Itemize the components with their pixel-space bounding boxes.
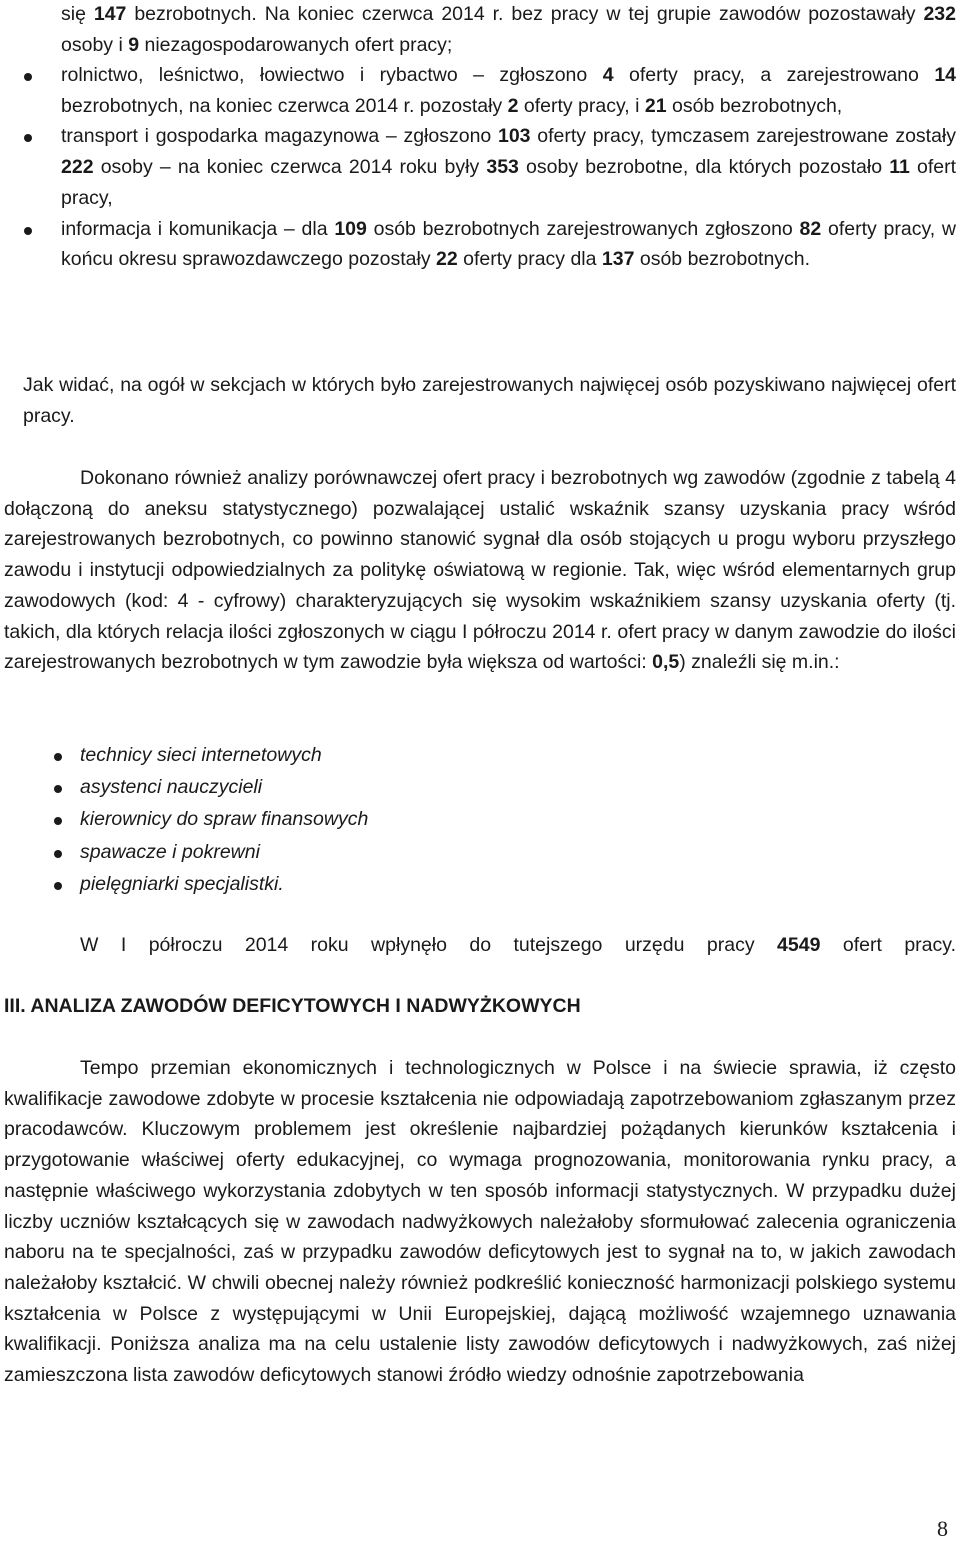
continuation-paragraph <box>61 0 956 60</box>
section-body-paragraph: Tempo przemian ekonomicznych i technologicznych w Polsce i na świecie sprawia, iż często kwalifikacje zawodowe zdobyte w procesie kształcenia nie odpowiadają zapotrzebowaniom zgłaszanym przez pracodawców. Kluczowym problemem jest określenie najbardziej pożądanych kierunków kształcenia i przygotowanie właściwej oferty edukacyjnej, co wymaga prognozowania, monitorowania rynku pracy, a następnie właściwego wykorzystania zdobytych w ten sposób informacji statystycznych. W przypadku dużej liczby uczniów kształcących się w zawodach nadwyżkowych należałoby sformułować zalecenia ograniczenia naboru na te specjalności, zaś w przypadku zawodów deficytowych jest to sygnał na to, w jakich zawodach należałoby kształcić. W chwili obecnej należy również podkreślić konieczność harmonizacji polskiego systemu kształcenia w Polsce z występującymi w Unii Europejskiej, dającą możliwość wzajemnego uznawania kwalifikacji. Poniższa analiza ma na celu ustalenie listy zawodów deficytowych i nadwyżkowych, zaś niżej zamieszczona lista zawodów deficytowych stanowi źródło wiedzy odnośnie zapotrzebowania <box>4 1057 956 1387</box>
text-run: ) znaleźli się m.in.: <box>679 651 840 674</box>
text-run: Dokonano również analizy porównawczej ofert pracy i bezrobotnych wg zawodów (zgodnie z tabelą 4 dołączoną do aneksu statystycznego) pozwalającej ustalić wskaźnik szansy uzyskania pracy wśród zarejestrowanych bezrobotnych, co powinno stanowić sygnał dla osób stojących u progu wyboru przyszłego zawodu i instytucji odpowiedzialnych za politykę oświatową w regionie. Tak, więc wśród elementarnych grup zawodowych (kod: 4 - cyfrowy) charakteryzujących się wysokim wskaźnikiem szansy uzyskania oferty (tj. takich, dla których relacja ilości zgłoszonych w ciągu I półroczu 2014 r. ofert pracy w danym zawodzie do ilości zarejestrowanych bezrobotnych w tym zawodzie była większa od wartości: <box>4 467 956 674</box>
profession-label: asystenci nauczycieli <box>80 776 263 799</box>
list-item <box>0 121 956 213</box>
profession-list <box>48 740 368 901</box>
list-item-text: informacja i komunikacja – dla 109 osób bezrobotnych zarejestrowanych zgłoszono 82 oferty pracy, w końcu okresu sprawozdawczego pozostały 22 oferty pracy dla 137 osób bezrobotnych. <box>61 217 956 271</box>
list-item <box>48 837 368 869</box>
bullet-icon <box>24 134 32 142</box>
offers-summary-line <box>80 930 956 961</box>
bullet-icon <box>54 817 62 825</box>
bold-number: 147 <box>93 3 127 25</box>
list-item <box>48 804 368 836</box>
text-run: niezagospodarowanych ofert pracy; <box>139 33 453 56</box>
text-run: W I półroczu 2014 roku wpłynęło do tutejszego urzędu pracy <box>80 934 778 956</box>
list-item <box>48 740 368 772</box>
page-number: 8 <box>937 1516 948 1541</box>
profession-label: technicy sieci internetowych <box>80 744 322 766</box>
list-item-text: rolnictwo, leśnictwo, łowiectwo i rybactwo – zgłoszono 4 oferty pracy, a zarejestrowano 14 bezrobotnych, na koniec czerwca 2014 r. pozostały 2 oferty pracy, i 21 osób bezrobotnych, <box>61 64 957 117</box>
bullet-icon <box>24 73 32 81</box>
summary-paragraph: Jak widać, na ogół w sekcjach w których było zarejestrowanych najwięcej osób pozyskiwano najwięcej ofert pracy. <box>23 374 956 427</box>
bold-number: 9 <box>128 33 140 56</box>
text-run: ofert pracy. <box>820 934 956 956</box>
bullet-icon <box>54 850 62 858</box>
bullet-icon <box>24 227 32 235</box>
profession-label: kierownicy do spraw finansowych <box>80 808 369 831</box>
bold-number: 0,5 <box>652 651 680 674</box>
analysis-paragraph <box>4 463 956 678</box>
list-item <box>48 869 368 901</box>
profession-label: spawacze i pokrewni <box>80 840 260 863</box>
bullet-icon <box>54 785 62 793</box>
list-item <box>0 214 956 275</box>
bold-number: 232 <box>923 3 956 25</box>
bullet-icon <box>54 882 62 890</box>
list-item <box>0 60 956 121</box>
text-run: bezrobotnych. Na koniec czerwca 2014 r. bez pracy w tej grupie zawodów pozostawały <box>126 3 924 25</box>
section-heading: III. ANALIZA ZAWODÓW DEFICYTOWYCH I NADWYŻKOWYCH <box>4 995 581 1017</box>
sector-bullet-list <box>0 60 956 275</box>
text-run: się <box>61 3 94 25</box>
bullet-icon <box>54 753 62 761</box>
list-item <box>48 772 368 804</box>
profession-label: pielęgniarki specjalistki. <box>80 872 284 895</box>
text-run: osoby i <box>61 33 129 56</box>
bold-number: 4549 <box>777 934 821 956</box>
list-item-text: transport i gospodarka magazynowa – zgłoszono 103 oferty pracy, tymczasem zarejestrowane zostały 222 osoby – na koniec czerwca 2014 roku były 353 osoby bezrobotne, dla których pozostało 11 ofert pracy, <box>61 125 957 209</box>
